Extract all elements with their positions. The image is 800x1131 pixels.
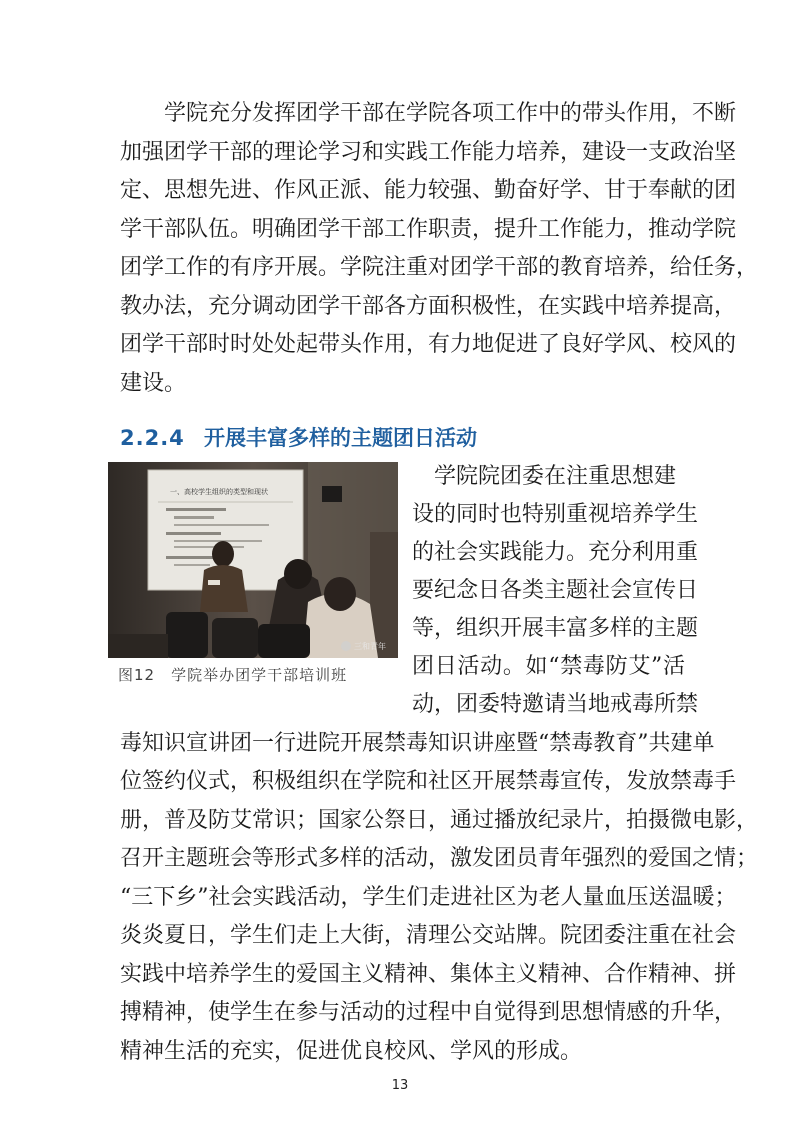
text-line: 建设。 xyxy=(120,371,187,396)
text-line: “三下乡”社会实践活动，学生们走进社区为老人量血压送温暖； xyxy=(120,885,737,910)
figure-caption-text: 学院举办团学干部培训班 xyxy=(171,666,348,684)
figure-label: 图12 xyxy=(118,666,156,684)
text-line: 炎炎夏日，学生们走上大街，清理公交站牌。院团委注重在社会 xyxy=(120,923,737,948)
text-line: 毒知识宣讲团一行进院开展禁毒知识讲座暨“禁毒教育”共建单 xyxy=(120,731,715,756)
photo-watermark: 三和青年 xyxy=(354,642,386,651)
text-line: 团学工作的有序开展。学院注重对团学干部的教育培养，给任务， xyxy=(120,255,759,280)
text-line: 学院充分发挥团学干部在学院各项工作中的带头作用，不断 xyxy=(164,101,737,126)
text-line: 位签约仪式，积极组织在学院和社区开展禁毒宣传，发放禁毒手 xyxy=(120,769,737,794)
section-title: 开展丰富多样的主题团日活动 xyxy=(204,426,477,450)
text-line: 动，团委特邀请当地戒毒所禁 xyxy=(412,692,699,717)
chair xyxy=(258,624,310,658)
chair xyxy=(212,618,258,658)
text-line: 团日活动。如“禁毒防艾”活 xyxy=(412,654,685,679)
photo-illustration xyxy=(108,462,398,658)
text-line: 学干部队伍。明确团学干部工作职责，提升工作能力，推动学院 xyxy=(120,217,737,242)
text-line: 教办法，充分调动团学干部各方面积极性，在实践中培养提高， xyxy=(120,294,737,319)
text-line: 要纪念日各类主题社会宣传日 xyxy=(412,578,699,603)
text-line: 加强团学干部的理论学习和实践工作能力培养，建设一支政治坚 xyxy=(120,140,737,165)
text-line: 召开主题班会等形式多样的活动，激发团员青年强烈的爱国之情； xyxy=(120,846,759,871)
text-line: 定、思想先进、作风正派、能力较强、勤奋好学、甘于奉献的团 xyxy=(120,178,737,203)
text-line: 设的同时也特别重视培养学生 xyxy=(412,502,699,527)
section-heading xyxy=(120,422,477,452)
text-line: 学院院团委在注重思想建 xyxy=(434,464,677,489)
presenter-figure xyxy=(200,565,248,612)
text-line: 精神生活的充实，促进优良校风、学风的形成。 xyxy=(120,1039,583,1064)
text-line: 等，组织开展丰富多样的主题 xyxy=(412,616,699,641)
training-photo xyxy=(108,462,398,658)
section-number: 2.2.4 xyxy=(120,426,185,450)
slide-title: 一、高校学生组织的类型和现状 xyxy=(170,488,268,496)
text-line: 团学干部时时处处起带头作用，有力地促进了良好学风、校风的 xyxy=(120,332,737,357)
wechat-icon xyxy=(341,641,351,651)
text-line: 搏精神，使学生在参与活动的过程中自觉得到思想情感的升华， xyxy=(120,1000,737,1025)
text-line: 实践中培养学生的爱国主义精神、集体主义精神、合作精神、拼 xyxy=(120,962,737,987)
page-number: 13 xyxy=(391,1078,409,1093)
text-line: 册，普及防艾常识；国家公祭日，通过播放纪录片，拍摄微电影， xyxy=(120,808,759,833)
figure-caption xyxy=(118,664,398,685)
chair xyxy=(166,612,208,658)
text-line: 的社会实践能力。充分利用重 xyxy=(412,540,699,565)
